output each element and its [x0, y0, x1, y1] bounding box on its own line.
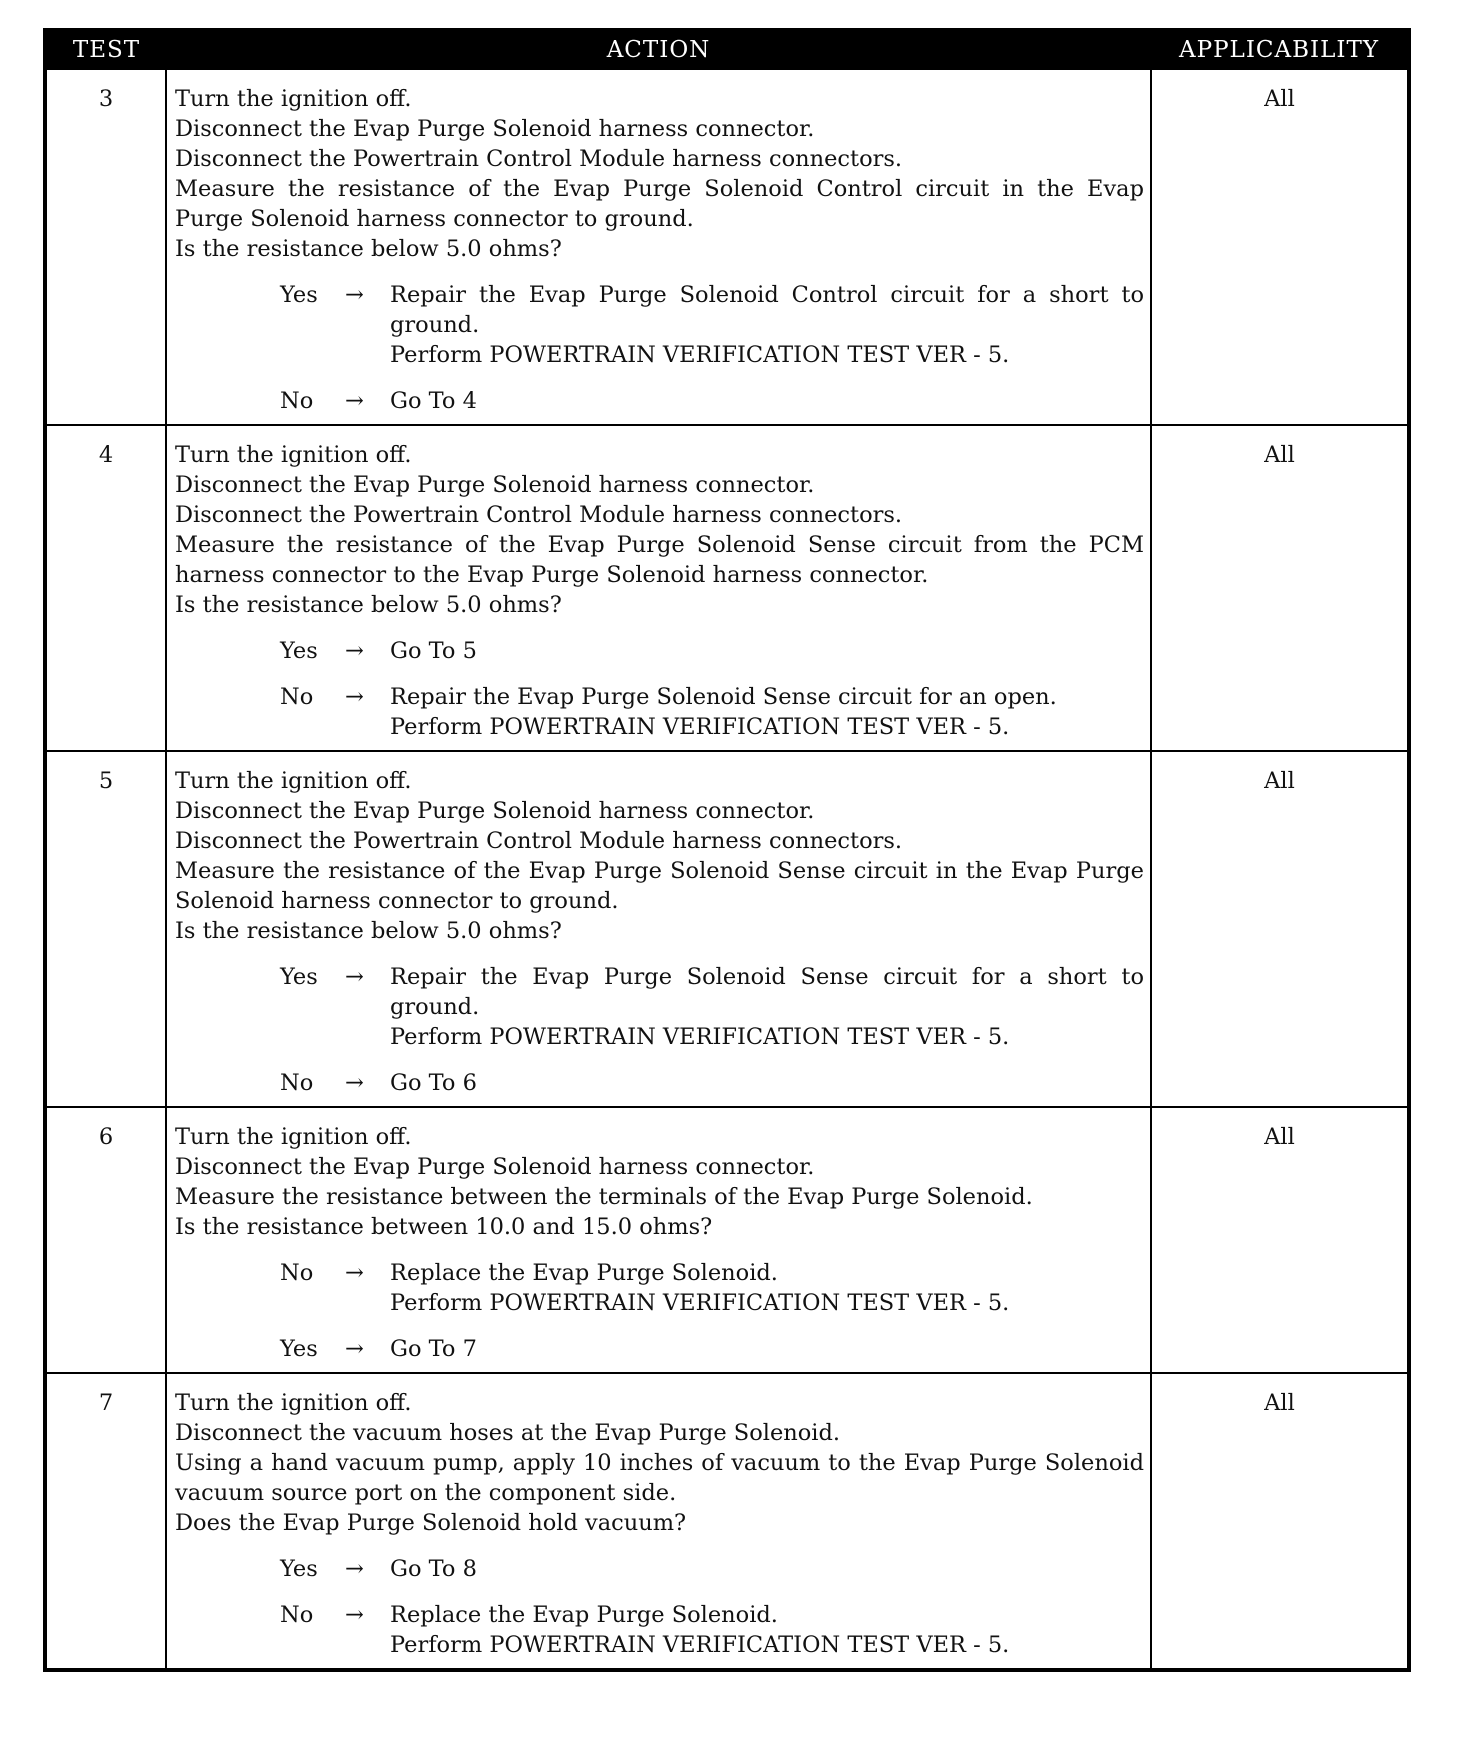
- action-cell: [166, 425, 1151, 751]
- applicability-value: All: [1151, 425, 1409, 751]
- applicability-value: All: [1151, 751, 1409, 1107]
- action-step: Turn the ignition off.: [175, 442, 412, 468]
- header-test: TEST: [45, 30, 166, 69]
- outcome-text: Repair the Evap Purge Solenoid Sense circuit for a short to ground.: [390, 964, 1144, 1020]
- outcome-no: [175, 1600, 1144, 1660]
- action-cell: [166, 69, 1151, 425]
- question: Is the resistance below 5.0 ohms?: [175, 918, 562, 944]
- outcome-label: Yes: [280, 1556, 318, 1582]
- table-header-row: [45, 30, 1409, 69]
- measure-step: Measure the resistance of the Evap Purge Solenoid Sense circuit in the Evap Purge Solenoid harness connector to ground.: [175, 858, 1144, 914]
- outcome-action: [390, 682, 1144, 742]
- outcome-yes: [175, 1334, 1144, 1364]
- outcome-followup: Perform POWERTRAIN VERIFICATION TEST VER - 5.: [390, 1290, 1010, 1316]
- question: Does the Evap Purge Solenoid hold vacuum?: [175, 1510, 687, 1536]
- outcome-text: Go To 6: [390, 1070, 477, 1096]
- action-step: Turn the ignition off.: [175, 768, 412, 794]
- outcome-followup: Perform POWERTRAIN VERIFICATION TEST VER - 5.: [390, 714, 1010, 740]
- arrow-icon: →: [345, 1070, 364, 1096]
- arrow-icon: →: [345, 388, 364, 414]
- outcome-yes: [175, 280, 1144, 370]
- outcome-followup: Perform POWERTRAIN VERIFICATION TEST VER - 5.: [390, 1024, 1010, 1050]
- action-step: Turn the ignition off.: [175, 1124, 412, 1150]
- outcome-no: [175, 1258, 1144, 1318]
- arrow-icon: →: [345, 282, 364, 308]
- arrow-icon: →: [345, 1602, 364, 1628]
- outcome-label: No: [280, 388, 314, 414]
- outcome-text: Go To 8: [390, 1556, 477, 1582]
- outcome-action: [390, 1600, 1144, 1660]
- action-cell: [166, 1107, 1151, 1373]
- arrow-icon: →: [345, 1336, 364, 1362]
- header-applicability: APPLICABILITY: [1151, 30, 1409, 69]
- header-action: ACTION: [166, 30, 1151, 69]
- outcome-action: [390, 1068, 1144, 1098]
- outcome-yes: [175, 1554, 1144, 1584]
- applicability-value: All: [1151, 1373, 1409, 1670]
- question: Is the resistance below 5.0 ohms?: [175, 592, 562, 618]
- applicability-value: All: [1151, 69, 1409, 425]
- outcome-label: Yes: [280, 1336, 318, 1362]
- outcome-yes: [175, 636, 1144, 666]
- action-step: Disconnect the Powertrain Control Module harness connectors.: [175, 828, 903, 854]
- table-body: [45, 69, 1409, 1670]
- diagnostic-page: [43, 28, 1407, 1672]
- outcome-text: Repair the Evap Purge Solenoid Control circuit for a short to ground.: [390, 282, 1144, 338]
- test-number: 7: [45, 1373, 166, 1670]
- outcome-no: [175, 1068, 1144, 1098]
- outcome-action: [390, 1554, 1144, 1584]
- action-step: Disconnect the Evap Purge Solenoid harness connector.: [175, 116, 815, 142]
- outcome-action: [390, 962, 1144, 1052]
- outcome-text: Repair the Evap Purge Solenoid Sense circuit for an open.: [390, 684, 1057, 710]
- action-cell: [166, 751, 1151, 1107]
- outcome-label: Yes: [280, 282, 318, 308]
- outcome-no: [175, 386, 1144, 416]
- action-step: Disconnect the Evap Purge Solenoid harness connector.: [175, 1154, 815, 1180]
- applicability-value: All: [1151, 1107, 1409, 1373]
- outcome-text: Replace the Evap Purge Solenoid.: [390, 1260, 778, 1286]
- action-step: Turn the ignition off.: [175, 1390, 412, 1416]
- arrow-icon: →: [345, 684, 364, 710]
- test-number: 5: [45, 751, 166, 1107]
- outcome-followup: Perform POWERTRAIN VERIFICATION TEST VER - 5.: [390, 1632, 1010, 1658]
- outcome-text: Go To 5: [390, 638, 477, 664]
- outcome-followup: Perform POWERTRAIN VERIFICATION TEST VER - 5.: [390, 342, 1010, 368]
- measure-step: Using a hand vacuum pump, apply 10 inches of vacuum to the Evap Purge Solenoid vacuum source port on the component side.: [175, 1450, 1144, 1506]
- diagnostic-test-table: [43, 28, 1411, 1672]
- outcome-action: [390, 1334, 1144, 1364]
- outcome-label: Yes: [280, 964, 318, 990]
- arrow-icon: →: [345, 1556, 364, 1582]
- outcome-action: [390, 636, 1144, 666]
- outcome-label: Yes: [280, 638, 318, 664]
- action-step: Disconnect the Evap Purge Solenoid harness connector.: [175, 798, 815, 824]
- arrow-icon: →: [345, 638, 364, 664]
- action-step: Disconnect the vacuum hoses at the Evap Purge Solenoid.: [175, 1420, 841, 1446]
- outcome-text: Go To 7: [390, 1336, 477, 1362]
- outcome-text: Replace the Evap Purge Solenoid.: [390, 1602, 778, 1628]
- test-number: 4: [45, 425, 166, 751]
- table-row: [45, 751, 1409, 1107]
- action-step: Disconnect the Powertrain Control Module harness connectors.: [175, 146, 903, 172]
- question: Is the resistance between 10.0 and 15.0 ohms?: [175, 1214, 713, 1240]
- action-step: Disconnect the Powertrain Control Module harness connectors.: [175, 502, 903, 528]
- outcome-text: Go To 4: [390, 388, 477, 414]
- outcome-action: [390, 280, 1144, 370]
- measure-step: Measure the resistance of the Evap Purge Solenoid Sense circuit from the PCM harness connector to the Evap Purge Solenoid harness connector.: [175, 532, 1144, 588]
- outcome-no: [175, 682, 1144, 742]
- arrow-icon: →: [345, 964, 364, 990]
- table-row: [45, 1107, 1409, 1373]
- outcome-label: No: [280, 1070, 314, 1096]
- action-step: Disconnect the Evap Purge Solenoid harness connector.: [175, 472, 815, 498]
- table-row: [45, 425, 1409, 751]
- table-row: [45, 1373, 1409, 1670]
- outcome-yes: [175, 962, 1144, 1052]
- measure-step: Measure the resistance of the Evap Purge Solenoid Control circuit in the Evap Purge Solenoid harness connector to ground.: [175, 176, 1144, 232]
- test-number: 6: [45, 1107, 166, 1373]
- test-number: 3: [45, 69, 166, 425]
- outcome-label: No: [280, 684, 314, 710]
- action-cell: [166, 1373, 1151, 1670]
- table-row: [45, 69, 1409, 425]
- action-step: Turn the ignition off.: [175, 86, 412, 112]
- question: Is the resistance below 5.0 ohms?: [175, 236, 562, 262]
- outcome-label: No: [280, 1602, 314, 1628]
- outcome-action: [390, 1258, 1144, 1318]
- action-step: Measure the resistance between the terminals of the Evap Purge Solenoid.: [175, 1184, 1033, 1210]
- outcome-action: [390, 386, 1144, 416]
- outcome-label: No: [280, 1260, 314, 1286]
- arrow-icon: →: [345, 1260, 364, 1286]
